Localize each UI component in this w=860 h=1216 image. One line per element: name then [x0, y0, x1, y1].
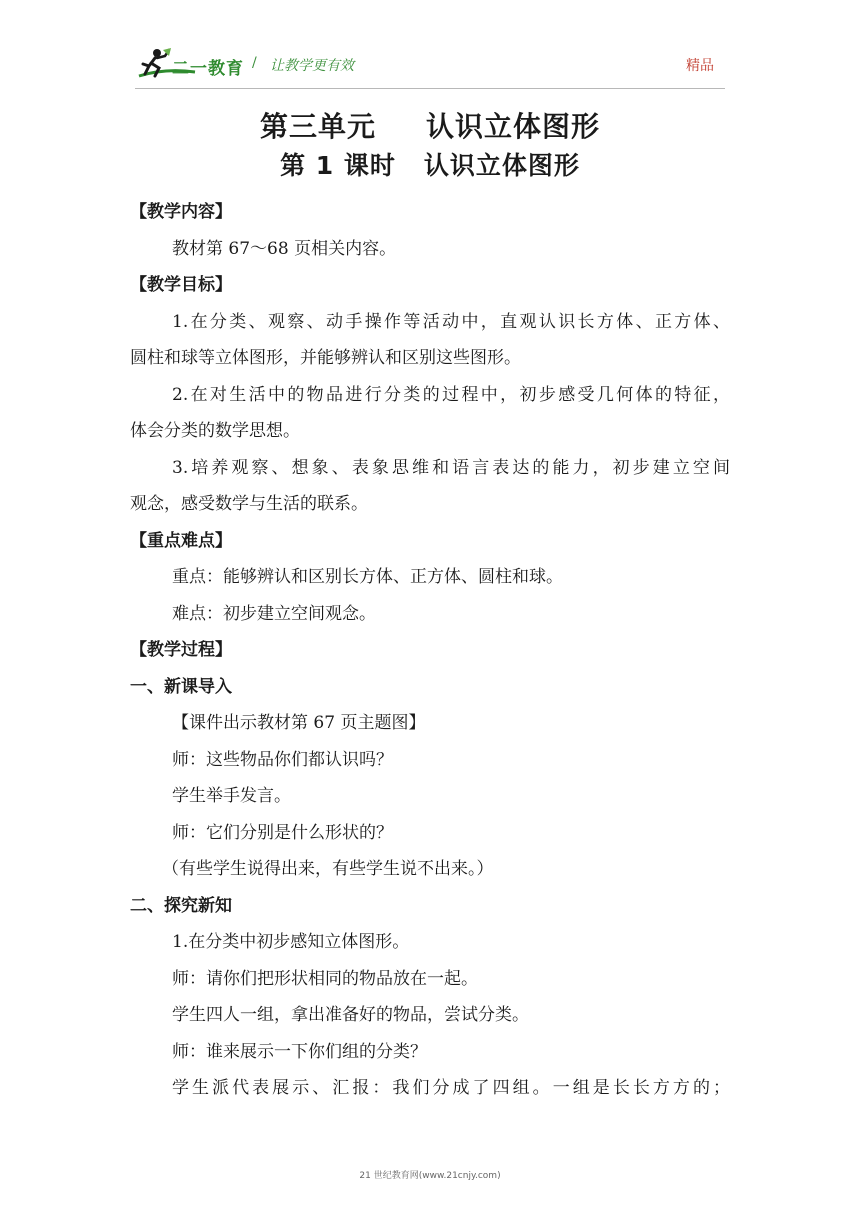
section-heading: 【教学过程】 — [130, 640, 232, 660]
section-heading: 二、探究新知 — [130, 895, 232, 916]
paragraph-line: 难点：初步建立空间观念。 — [172, 603, 376, 624]
page-header — [0, 0, 860, 95]
paragraph-line: 2.在对生活中的物品进行分类的过程中，初步感受几何体的特征， — [172, 384, 730, 405]
paragraph-line: 师：请你们把形状相同的物品放在一起。 — [172, 968, 478, 989]
unit-number: 第三单元 — [259, 110, 376, 143]
paragraph-line: 师：这些物品你们都认识吗？ — [172, 749, 393, 770]
logo-text: 二一教育 — [172, 59, 244, 79]
header-rule — [135, 88, 725, 89]
unit-title — [130, 108, 730, 148]
section-heading: 一、新课导入 — [130, 676, 232, 697]
paragraph-line: 1.在分类、观察、动手操作等活动中，直观认识长方体、正方体、 — [172, 311, 730, 332]
paragraph-line: 教材第 67～68 页相关内容。 — [172, 238, 397, 259]
section-heading: 【教学内容】 — [130, 202, 232, 222]
lesson-name: 认识立体图形 — [423, 151, 580, 180]
paragraph-continuation: 体会分类的数学思想。 — [130, 421, 300, 441]
paragraph-line: 学生举手发言。 — [172, 786, 291, 806]
paragraph-line: 重点：能够辨认和区别长方体、正方体、圆柱和球。 — [172, 567, 563, 587]
paragraph-continuation: 观念，感受数学与生活的联系。 — [130, 494, 368, 514]
document-body — [130, 108, 730, 1107]
paragraph-line: 学生派代表展示、汇报：我们分成了四组。一组是长长方方的； — [172, 1078, 730, 1098]
paragraph-line: 1.在分类中初步感知立体图形。 — [172, 932, 410, 952]
paragraph-line: 【课件出示教材第 67 页主题图】 — [172, 713, 426, 733]
header-divider: / — [252, 55, 257, 71]
quality-badge: 精品 — [686, 58, 714, 74]
body-lines — [130, 194, 730, 1107]
lesson-title — [130, 148, 730, 194]
paragraph-line: 师：它们分别是什么形状的？ — [172, 822, 393, 843]
section-heading: 【重点难点】 — [130, 530, 232, 551]
paragraph-line: 3.培养观察、想象、表象思维和语言表达的能力，初步建立空间 — [172, 457, 730, 478]
page-footer: 21 世纪教育网(www.21cnjy.com) — [359, 1171, 501, 1181]
unit-name: 认识立体图形 — [426, 110, 601, 143]
section-heading: 【教学目标】 — [130, 275, 232, 295]
header-slogan: 让教学更有效 — [270, 58, 354, 74]
lesson-number: 第 1 课时 — [280, 151, 396, 180]
paragraph-line: 学生四人一组，拿出准备好的物品，尝试分类。 — [172, 1005, 529, 1025]
paragraph-line: 师：谁来展示一下你们组的分类？ — [172, 1041, 427, 1062]
paragraph-continuation: 圆柱和球等立体图形，并能够辨认和区别这些图形。 — [130, 348, 521, 368]
paragraph-line: （有些学生说得出来，有些学生说不出来。） — [162, 859, 494, 879]
